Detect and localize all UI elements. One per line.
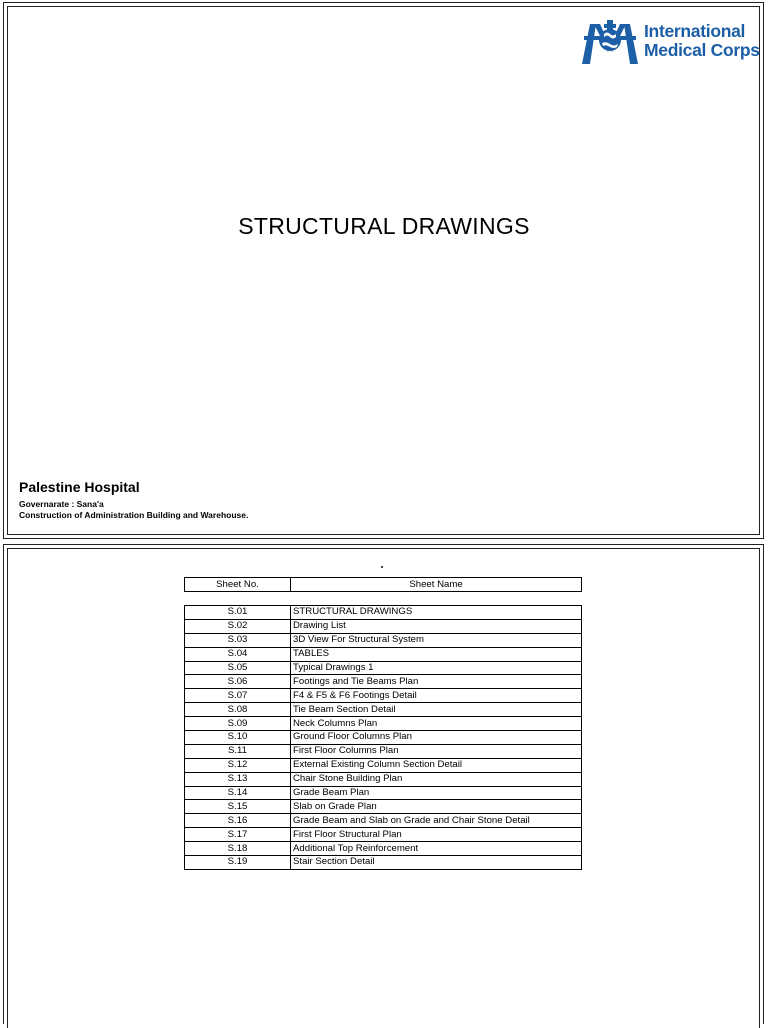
drawing-set-title: STRUCTURAL DRAWINGS (238, 213, 530, 239)
sheet-number-cell: S.01 (185, 606, 291, 620)
sheet-number-cell: S.02 (185, 619, 291, 633)
sheet-name-cell: Stair Section Detail (291, 856, 582, 870)
table-row (185, 842, 582, 856)
sheet-name-cell: First Floor Columns Plan (291, 744, 582, 758)
sheet-name-cell: External Existing Column Section Detail (291, 758, 582, 772)
sheet-name-cell: First Floor Structural Plan (291, 828, 582, 842)
drawing-list-header (184, 577, 582, 592)
drawing-list-table (184, 605, 582, 870)
sheet-name-cell: Grade Beam Plan (291, 786, 582, 800)
sheet-name-cell: Tie Beam Section Detail (291, 703, 582, 717)
cover-inner-border (7, 6, 760, 535)
table-row (185, 675, 582, 689)
sheet-number-cell: S.08 (185, 703, 291, 717)
sheet-number-cell: S.10 (185, 731, 291, 745)
table-row (185, 661, 582, 675)
table-row (185, 758, 582, 772)
imc-logo (580, 16, 760, 66)
table-row (185, 786, 582, 800)
sheet-name-cell: STRUCTURAL DRAWINGS (291, 606, 582, 620)
sheet-name-cell: TABLES (291, 647, 582, 661)
sheet-name-cell: Drawing List (291, 619, 582, 633)
sheet-name-cell: Typical Drawings 1 (291, 661, 582, 675)
sheet-number-cell: S.16 (185, 814, 291, 828)
table-row (185, 619, 582, 633)
sheet-number-cell: S.04 (185, 647, 291, 661)
sheet-number-cell: S.15 (185, 800, 291, 814)
sheet-name-cell: Chair Stone Building Plan (291, 772, 582, 786)
project-name: Palestine Hospital (19, 479, 140, 495)
sheet-number-cell: S.13 (185, 772, 291, 786)
sheet-number-cell: S.12 (185, 758, 291, 772)
table-row (185, 606, 582, 620)
sheet-name-cell: Grade Beam and Slab on Grade and Chair Stone Detail (291, 814, 582, 828)
sheet-name-cell: Ground Floor Columns Plan (291, 731, 582, 745)
table-row (185, 717, 582, 731)
sheet-name-cell: Footings and Tie Beams Plan (291, 675, 582, 689)
header-sheet-no: Sheet No. (185, 578, 291, 592)
table-row (185, 703, 582, 717)
small-dot-mark (381, 566, 383, 568)
sheet-name-cell: Neck Columns Plan (291, 717, 582, 731)
table-row (185, 828, 582, 842)
sheet-number-cell: S.05 (185, 661, 291, 675)
table-row (185, 772, 582, 786)
sheet-number-cell: S.07 (185, 689, 291, 703)
header-sheet-name: Sheet Name (291, 578, 582, 592)
sheet-number-cell: S.06 (185, 675, 291, 689)
governorate-line: Governarate : Sana'a (19, 499, 104, 509)
sheet-name-cell: Additional Top Reinforcement (291, 842, 582, 856)
sheet-name-cell: 3D View For Structural System (291, 633, 582, 647)
table-row (185, 856, 582, 870)
table-row (185, 633, 582, 647)
sheet-number-cell: S.18 (185, 842, 291, 856)
sheet-number-cell: S.17 (185, 828, 291, 842)
sheet-number-cell: S.11 (185, 744, 291, 758)
logo-text-line1: International (644, 21, 746, 41)
table-row (185, 800, 582, 814)
imc-emblem-icon (580, 16, 640, 66)
cover-sheet (3, 2, 764, 539)
table-row (185, 731, 582, 745)
logo-text-line2: Medical Corps (644, 40, 760, 60)
sheet-name-cell: Slab on Grade Plan (291, 800, 582, 814)
table-row (185, 814, 582, 828)
table-row (185, 647, 582, 661)
sheet-number-cell: S.19 (185, 856, 291, 870)
table-row (185, 689, 582, 703)
sheet-number-cell: S.09 (185, 717, 291, 731)
sheet-number-cell: S.14 (185, 786, 291, 800)
table-row (185, 744, 582, 758)
sheet-name-cell: F4 & F5 & F6 Footings Detail (291, 689, 582, 703)
sheet-number-cell: S.03 (185, 633, 291, 647)
scope-line: Construction of Administration Building and Warehouse. (19, 510, 249, 520)
